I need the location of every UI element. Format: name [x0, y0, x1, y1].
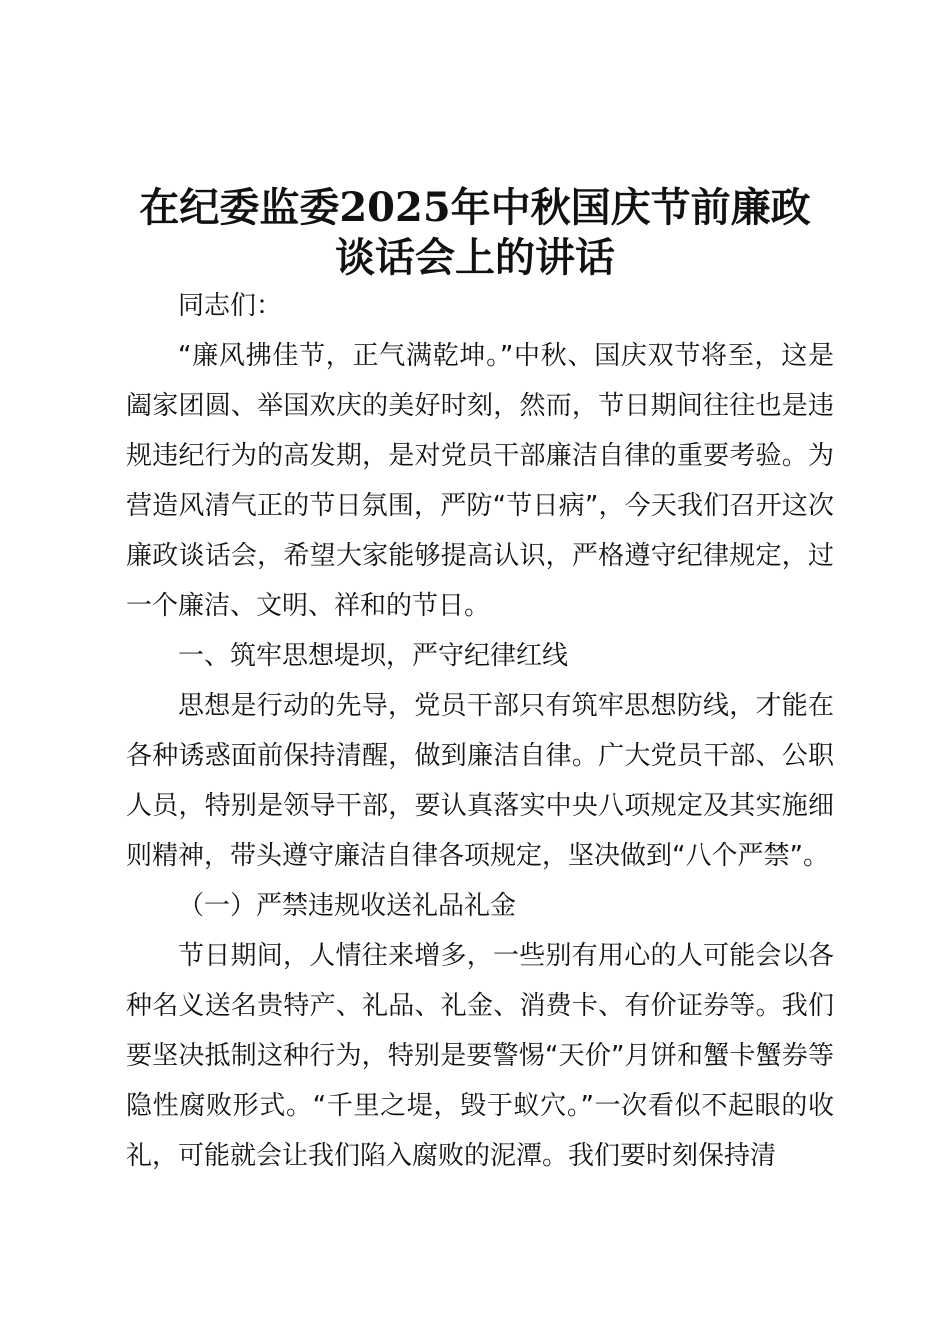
subsection-1-heading: （一）严禁违规收送礼品礼金 — [178, 891, 517, 921]
document-title-line-1: 在纪委监委2025年中秋国庆节前廉政 — [139, 184, 811, 231]
intro-paragraph: “廉风拂佳节，正气满乾坤。”中秋、国庆双节将至，这是阖家团圆、举国欢庆的美好时刻，然而，节日期间往往也是违规违纪行为的高发期，是对党员干部廉洁自律的重要考验。为营造风清气正的节日氛围，严防“节日病”，今天我们召开这次廉政谈话会，希望大家能够提高认识，严格遵守纪律规定，过一个廉洁、文明、祥和的节日。 — [126, 341, 834, 621]
section-1-paragraph: 思想是行动的先导，党员干部只有筑牢思想防线，才能在各种诱惑面前保持清醒，做到廉洁自律。广大党员干部、公职人员，特别是领导干部，要认真落实中央八项规定及其实施细则精神，带头遵守廉洁自律各项规定，坚决做到“八个严禁”。 — [126, 691, 834, 871]
salutation: 同志们： — [178, 291, 283, 321]
subsection-1-paragraph: 节日期间，人情往来增多，一些别有用心的人可能会以各种名义送名贵特产、礼品、礼金、消费卡、有价证券等。我们要坚决抵制这种行为，特别是要警惕“天价”月饼和蟹卡蟹券等隐性腐败形式。“千里之堤，毁于蚁穴。”一次看似不起眼的收礼，可能就会让我们陷入腐败的泥潭。我们要时刻保持清 — [126, 941, 834, 1171]
document-title-line-2: 谈话会上的讲话 — [335, 234, 615, 281]
section-1-heading: 一、筑牢思想堤坝，严守纪律红线 — [178, 641, 569, 671]
